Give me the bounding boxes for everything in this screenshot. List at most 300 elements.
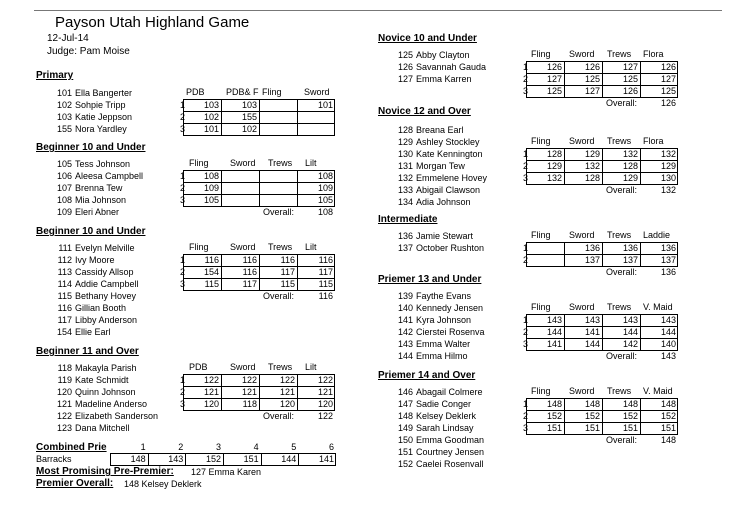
nov12-col-header: Trews — [607, 136, 632, 146]
combined-value: 141 — [318, 454, 334, 464]
primary-competitor-number: 101 — [56, 88, 72, 98]
grid-line — [527, 172, 677, 173]
combined-place-header: 2 — [178, 442, 184, 452]
beg11-score: 122 — [203, 375, 219, 385]
prem13-score: 144 — [622, 327, 638, 337]
nov12-competitor-number: 130 — [397, 149, 413, 159]
beg11-col-header: PDB — [189, 362, 208, 372]
primary-score: 102 — [241, 124, 257, 134]
prem13-competitor-number: 139 — [397, 291, 413, 301]
nov10-col-header: Trews — [607, 49, 632, 59]
inter-col-header: Laddie — [643, 230, 671, 240]
inter-place: 2 — [523, 255, 529, 265]
prem13-score: 144 — [660, 327, 676, 337]
nov12-competitor-number: 131 — [397, 161, 413, 171]
nov12-score: 132 — [546, 173, 562, 183]
nov10-score: 126 — [546, 62, 562, 72]
prem14-score: 152 — [660, 411, 676, 421]
primary-col-header: Fling — [262, 87, 282, 97]
combined-value: 144 — [281, 454, 297, 464]
nov12-overall-label: Overall: — [606, 185, 638, 195]
grid-line — [184, 194, 334, 195]
prem13-overall-label: Overall: — [606, 351, 638, 361]
nov10-score: 126 — [660, 62, 676, 72]
judge-name: Judge: Pam Moise — [47, 46, 130, 57]
prem14-score: 151 — [584, 423, 600, 433]
grid-line — [564, 62, 565, 97]
primary-place: 2 — [180, 112, 186, 122]
nov10-competitor-name: Savannah Gauda — [416, 62, 487, 72]
nov12-competitor-name: Ashley Stockley — [416, 137, 480, 147]
prem13-score: 143 — [622, 315, 638, 325]
premier-overall-label: Premier Overall: — [36, 478, 114, 489]
prem13-score: 141 — [546, 339, 562, 349]
grid-line — [184, 182, 334, 183]
beg11-competitor-number: 122 — [56, 411, 72, 421]
primary-competitor-name: Sohpie Tripp — [75, 100, 126, 110]
beg10b-competitor-name: Addie Campbell — [75, 279, 139, 289]
prem14-score: 152 — [584, 411, 600, 421]
grid-line — [297, 255, 298, 290]
nov12-competitor-name: Emmelene Hovey — [416, 173, 488, 183]
prem14-overall-value: 148 — [660, 435, 676, 445]
inter-score-grid — [526, 242, 678, 267]
prem14-competitor-number: 147 — [397, 399, 413, 409]
beg10b-competitor-name: Bethany Hovey — [75, 291, 137, 301]
prem13-competitor-name: Faythe Evans — [416, 291, 472, 301]
prem14-competitor-number: 150 — [397, 435, 413, 445]
nov10-title: Novice 10 and Under — [378, 33, 477, 44]
primary-competitor-name: Katie Jeppson — [75, 112, 133, 122]
prem14-competitor-number: 151 — [397, 447, 413, 457]
nov12-competitor-name: Morgan Tew — [416, 161, 465, 171]
beg11-competitor-name: Makayla Parish — [75, 363, 137, 373]
beg10a-score-grid — [183, 170, 335, 207]
prem14-place: 1 — [523, 399, 529, 409]
prem13-place: 3 — [523, 339, 529, 349]
nov12-overall-value: 132 — [660, 185, 676, 195]
prem14-competitor-name: Kelsey Deklerk — [416, 411, 477, 421]
nov12-competitor-name: Breana Earl — [416, 125, 464, 135]
nov12-competitor-number: 129 — [397, 137, 413, 147]
nov10-col-header: Sword — [569, 49, 595, 59]
inter-competitor-name: October Rushton — [416, 243, 485, 253]
primary-competitor-name: Ella Bangerter — [75, 88, 133, 98]
prem14-competitor-name: Sarah Lindsay — [416, 423, 474, 433]
nov12-competitor-name: Adia Johnson — [416, 197, 471, 207]
beg10a-place: 1 — [180, 171, 186, 181]
beg10b-place: 3 — [180, 279, 186, 289]
prem13-col-header: V. Maid — [643, 302, 673, 312]
nov12-score: 132 — [660, 149, 676, 159]
inter-overall-label: Overall: — [606, 267, 638, 277]
prem13-col-header: Trews — [607, 302, 632, 312]
prem13-score: 141 — [584, 327, 600, 337]
beg10a-competitor-number: 105 — [56, 159, 72, 169]
prem14-score: 151 — [660, 423, 676, 433]
combined-place-header: 3 — [215, 442, 221, 452]
beg11-score: 121 — [203, 387, 219, 397]
nov10-score: 125 — [584, 74, 600, 84]
beg10a-overall-value: 108 — [317, 207, 333, 217]
inter-title: Intermediate — [378, 214, 438, 225]
beg10b-col-header: Trews — [268, 242, 293, 252]
combined-value: 151 — [243, 454, 259, 464]
beg10b-col-header: Sword — [230, 242, 256, 252]
inter-col-header: Trews — [607, 230, 632, 240]
nov10-score: 125 — [622, 74, 638, 84]
nov12-score-grid — [526, 148, 678, 185]
nov12-col-header: Fling — [531, 136, 551, 146]
prem13-place: 1 — [523, 315, 529, 325]
beg10b-place: 1 — [180, 255, 186, 265]
beg10b-score: 116 — [318, 255, 333, 265]
nov10-score: 127 — [660, 74, 676, 84]
prem13-score-grid — [526, 314, 678, 351]
prem14-score: 151 — [546, 423, 562, 433]
prem13-competitor-number: 141 — [397, 315, 413, 325]
beg10b-overall-label: Overall: — [263, 291, 295, 301]
beg11-score: 121 — [317, 387, 333, 397]
nov12-title: Novice 12 and Over — [378, 106, 471, 117]
nov12-col-header: Sword — [569, 136, 595, 146]
inter-score: 137 — [660, 255, 676, 265]
prem14-col-header: Fling — [531, 386, 551, 396]
prem14-competitor-name: Courtney Jensen — [416, 447, 485, 457]
grid-line — [640, 315, 641, 350]
nov10-score: 125 — [660, 86, 676, 96]
prem14-competitor-name: Sadie Conger — [416, 399, 472, 409]
grid-line — [602, 399, 603, 434]
nov10-overall-value: 126 — [660, 98, 676, 108]
grid-line — [184, 386, 334, 387]
primary-place: 3 — [180, 124, 186, 134]
beg11-score: 120 — [203, 399, 219, 409]
grid-line — [527, 160, 677, 161]
grid-line — [259, 255, 260, 290]
beg10a-score: 108 — [203, 171, 219, 181]
beg10a-col-header: Fling — [189, 158, 209, 168]
grid-line — [184, 123, 334, 124]
page-title: Payson Utah Highland Game — [55, 14, 250, 31]
beg10a-score: 108 — [317, 171, 333, 181]
beg11-score: 122 — [279, 375, 295, 385]
beg10b-score: 154 — [203, 267, 219, 277]
beg10a-score: 109 — [317, 183, 333, 193]
grid-line — [527, 422, 677, 423]
nov12-score: 128 — [622, 161, 638, 171]
prem14-score: 148 — [546, 399, 562, 409]
primary-col-header: Sword — [304, 87, 330, 97]
header-rule — [34, 10, 722, 11]
nov10-col-header: Flora — [643, 49, 664, 59]
prem14-title: Priemer 14 and Over — [378, 370, 476, 381]
nov12-score: 129 — [622, 173, 638, 183]
grid-line — [640, 399, 641, 434]
nov12-col-header: Flora — [643, 136, 664, 146]
prem14-competitor-number: 148 — [397, 411, 413, 421]
primary-score: 155 — [241, 112, 257, 122]
beg10a-competitor-name: Eleri Abner — [75, 207, 120, 217]
beg10a-score: 105 — [317, 195, 333, 205]
beg11-competitor-name: Elizabeth Sanderson — [75, 411, 159, 421]
grid-line — [297, 375, 298, 410]
nov12-competitor-number: 133 — [397, 185, 413, 195]
nov10-score-grid — [526, 61, 678, 98]
combined-value: 143 — [168, 454, 184, 464]
beg10b-competitor-name: Libby Anderson — [75, 315, 138, 325]
inter-score: 136 — [584, 243, 600, 253]
nov12-score: 130 — [660, 173, 676, 183]
premier-overall-value: 148 Kelsey Deklerk — [124, 479, 202, 489]
beg10b-competitor-number: 115 — [57, 291, 72, 301]
grid-line — [527, 254, 677, 255]
prem14-competitor-name: Abagail Colmere — [416, 387, 483, 397]
beg10b-score: 115 — [204, 279, 219, 289]
nov10-place: 2 — [523, 74, 529, 84]
grid-line — [259, 171, 260, 206]
primary-score: 101 — [203, 124, 219, 134]
nov10-place: 3 — [523, 86, 529, 96]
beg10a-col-header: Trews — [268, 158, 293, 168]
inter-score: 137 — [622, 255, 638, 265]
nov12-score: 132 — [622, 149, 638, 159]
beg10b-score: 115 — [280, 279, 295, 289]
primary-competitor-name: Nora Yardley — [75, 124, 127, 134]
inter-competitor-name: Jamie Stewart — [416, 231, 474, 241]
beg11-competitor-name: Madeline Anderso — [75, 399, 148, 409]
grid-line — [184, 111, 334, 112]
beg10a-score: 105 — [203, 195, 219, 205]
beg10b-competitor-number: 113 — [57, 267, 72, 277]
prem13-score: 143 — [660, 315, 676, 325]
prem13-score: 140 — [660, 339, 676, 349]
primary-col-header: PDB& F — [226, 87, 259, 97]
prem13-score: 144 — [546, 327, 562, 337]
grid-line — [221, 171, 222, 206]
beg11-score: 120 — [317, 399, 333, 409]
beg11-score-grid — [183, 374, 335, 411]
prem13-title: Priemer 13 and Under — [378, 274, 482, 285]
prem13-competitor-number: 140 — [397, 303, 413, 313]
nov12-competitor-number: 128 — [397, 125, 413, 135]
nov10-col-header: Fling — [531, 49, 551, 59]
beg10b-competitor-number: 114 — [57, 279, 72, 289]
prem14-col-header: V. Maid — [643, 386, 673, 396]
beg10a-place: 3 — [180, 195, 186, 205]
beg11-score: 120 — [279, 399, 295, 409]
nov10-competitor-name: Emma Karren — [416, 74, 472, 84]
beg11-competitor-name: Quinn Johnson — [75, 387, 136, 397]
combined-place-header: 6 — [328, 442, 334, 452]
inter-score: 137 — [584, 255, 600, 265]
beg10b-title: Beginner 10 and Under — [36, 226, 146, 237]
beg10a-competitor-name: Tess Johnson — [75, 159, 131, 169]
beg11-competitor-number: 123 — [56, 423, 72, 433]
prem14-score: 152 — [546, 411, 562, 421]
combined-row-label: Barracks — [36, 454, 72, 464]
primary-score-grid — [183, 99, 335, 136]
beg11-col-header: Trews — [268, 362, 293, 372]
grid-line — [640, 149, 641, 184]
nov12-score: 128 — [584, 173, 600, 183]
prem14-competitor-number: 146 — [397, 387, 413, 397]
inter-overall-value: 136 — [660, 267, 676, 277]
nov12-score: 129 — [546, 161, 562, 171]
beg11-competitor-number: 118 — [57, 363, 72, 373]
combined-value: 148 — [130, 454, 146, 464]
nov10-score: 126 — [622, 86, 638, 96]
combined-title: Combined Prie — [36, 442, 107, 453]
prem14-overall-label: Overall: — [606, 435, 638, 445]
beg10a-competitor-number: 107 — [56, 183, 72, 193]
beg10b-score: 116 — [242, 267, 257, 277]
prem14-competitor-number: 152 — [397, 459, 413, 469]
nov10-overall-label: Overall: — [606, 98, 638, 108]
beg11-col-header: Lilt — [305, 362, 317, 372]
prem14-place: 2 — [523, 411, 529, 421]
beg10b-col-header: Lilt — [305, 242, 317, 252]
inter-competitor-number: 137 — [397, 243, 413, 253]
grid-line — [184, 398, 334, 399]
prem13-col-header: Sword — [569, 302, 595, 312]
nov10-score: 125 — [546, 86, 562, 96]
prem13-score: 143 — [584, 315, 600, 325]
beg11-title: Beginner 11 and Over — [36, 346, 139, 357]
beg11-score: 118 — [242, 399, 257, 409]
combined-place-header: 5 — [291, 442, 297, 452]
beg10b-competitor-name: Cassidy Allsop — [75, 267, 134, 277]
beg10a-place: 2 — [180, 183, 186, 193]
event-date: 12-Jul-14 — [47, 33, 89, 44]
prem14-competitor-name: Emma Goodman — [416, 435, 485, 445]
primary-competitor-number: 103 — [56, 112, 72, 122]
nov12-score: 129 — [660, 161, 676, 171]
beg10a-competitor-number: 106 — [56, 171, 72, 181]
grid-line — [297, 100, 298, 135]
beg10b-competitor-name: Evelyn Melville — [75, 243, 135, 253]
beg10a-col-header: Sword — [230, 158, 256, 168]
nov10-score: 127 — [546, 74, 562, 84]
grid-line — [564, 149, 565, 184]
grid-line — [297, 171, 298, 206]
inter-competitor-number: 136 — [397, 231, 413, 241]
beg10b-score: 117 — [242, 279, 257, 289]
grid-line — [602, 62, 603, 97]
beg10b-competitor-number: 154 — [56, 327, 72, 337]
beg10b-place: 2 — [180, 267, 186, 277]
grid-line — [259, 375, 260, 410]
beg10a-competitor-name: Aleesa Campbell — [75, 171, 144, 181]
most-promising-label: Most Promising Pre-Premier: — [36, 466, 174, 477]
nov12-place: 1 — [523, 149, 529, 159]
beg11-col-header: Sword — [230, 362, 256, 372]
inter-col-header: Sword — [569, 230, 595, 240]
primary-score: 103 — [241, 100, 257, 110]
nov12-place: 3 — [523, 173, 529, 183]
nov12-competitor-number: 132 — [397, 173, 413, 183]
prem13-competitor-name: Cierstei Rosenva — [416, 327, 485, 337]
primary-place: 1 — [180, 100, 186, 110]
beg10b-score: 115 — [318, 279, 333, 289]
combined-place-header: 1 — [140, 442, 146, 452]
primary-score: 102 — [203, 112, 219, 122]
beg10b-competitor-name: Ellie Earl — [75, 327, 111, 337]
nov10-score: 127 — [622, 62, 638, 72]
grid-line — [259, 100, 260, 135]
nov12-competitor-name: Kate Kennington — [416, 149, 483, 159]
nov12-competitor-name: Abigail Clawson — [416, 185, 481, 195]
nov10-competitor-name: Abby Clayton — [416, 50, 470, 60]
grid-line — [640, 62, 641, 97]
beg11-competitor-number: 120 — [56, 387, 72, 397]
primary-competitor-number: 155 — [56, 124, 72, 134]
inter-score: 136 — [660, 243, 676, 253]
nov12-score: 128 — [546, 149, 562, 159]
beg10a-competitor-name: Brenna Tew — [75, 183, 123, 193]
beg11-competitor-name: Dana Mitchell — [75, 423, 130, 433]
grid-line — [221, 100, 222, 135]
prem14-competitor-number: 149 — [397, 423, 413, 433]
inter-place: 1 — [523, 243, 529, 253]
prem13-competitor-name: Emma Hilmo — [416, 351, 468, 361]
prem13-col-header: Fling — [531, 302, 551, 312]
grid-line — [602, 315, 603, 350]
prem14-score: 148 — [584, 399, 600, 409]
prem14-score-grid — [526, 398, 678, 435]
beg11-competitor-name: Kate Schmidt — [75, 375, 129, 385]
beg11-overall-value: 122 — [317, 411, 333, 421]
grid-line — [527, 73, 677, 74]
primary-score: 101 — [317, 100, 333, 110]
grid-line — [527, 85, 677, 86]
prem13-competitor-number: 144 — [397, 351, 413, 361]
primary-score: 103 — [203, 100, 219, 110]
prem13-score: 143 — [546, 315, 562, 325]
beg11-place: 3 — [180, 399, 186, 409]
prem13-competitor-name: Kennedy Jensen — [416, 303, 484, 313]
inter-col-header: Fling — [531, 230, 551, 240]
prem13-competitor-number: 142 — [397, 327, 413, 337]
beg10a-score: 109 — [203, 183, 219, 193]
beg10b-score: 117 — [280, 267, 295, 277]
beg11-score: 122 — [317, 375, 333, 385]
nov10-competitor-number: 127 — [397, 74, 413, 84]
inter-score: 136 — [622, 243, 638, 253]
beg11-place: 2 — [180, 387, 186, 397]
beg10b-competitor-name: Gillian Booth — [75, 303, 127, 313]
prem14-score: 148 — [622, 399, 638, 409]
beg10b-overall-value: 116 — [318, 291, 333, 301]
nov10-place: 1 — [523, 62, 529, 72]
beg10a-overall-label: Overall: — [263, 207, 295, 217]
primary-col-header: PDB — [186, 87, 205, 97]
beg10a-col-header: Lilt — [305, 158, 317, 168]
beg11-competitor-number: 119 — [57, 375, 72, 385]
beg11-place: 1 — [180, 375, 186, 385]
beg10b-competitor-number: 116 — [57, 303, 72, 313]
nov12-score: 132 — [584, 161, 600, 171]
grid-line — [527, 326, 677, 327]
most-promising-value: 127 Emma Karen — [191, 467, 262, 477]
prem14-score: 152 — [622, 411, 638, 421]
grid-line — [221, 375, 222, 410]
prem14-col-header: Sword — [569, 386, 595, 396]
beg11-score: 122 — [241, 375, 257, 385]
beg10a-competitor-name: Mia Johnson — [75, 195, 127, 205]
beg10b-score: 116 — [242, 255, 257, 265]
prem14-score: 151 — [622, 423, 638, 433]
